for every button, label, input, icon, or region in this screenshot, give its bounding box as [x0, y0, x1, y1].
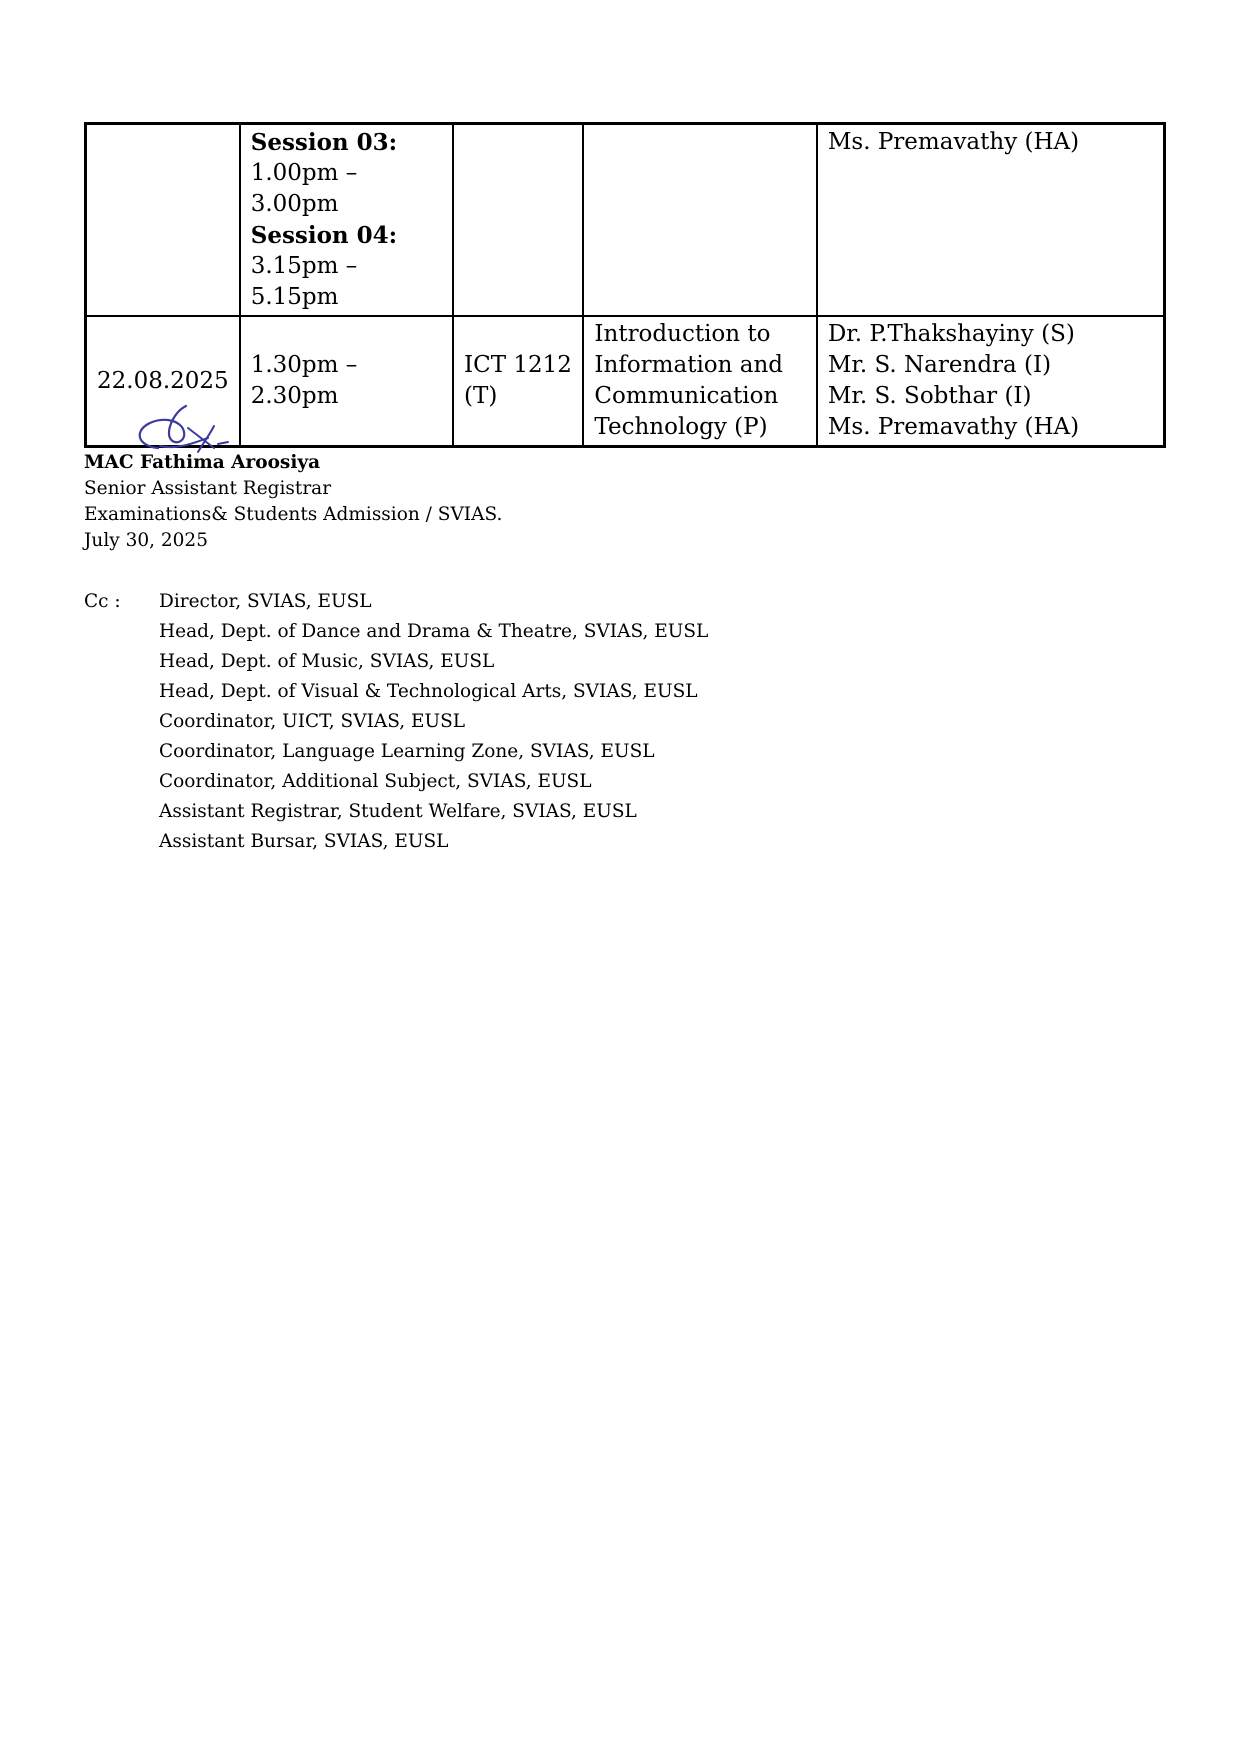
date-cell: 22.08.2025	[86, 316, 240, 447]
signatory-name: MAC Fathima Aroosiya	[84, 452, 321, 473]
cc-recipient: Coordinator, Language Learning Zone, SVIAS, EUSL	[159, 741, 655, 762]
cc-recipient: Head, Dept. of Visual & Technological Arts, SVIAS, EUSL	[159, 681, 698, 702]
staff-name: Dr. P.Thakshayiny (S)	[827, 321, 1075, 347]
staff-cell	[817, 316, 1165, 447]
staff-cell	[817, 124, 1165, 317]
course-code-cell	[453, 124, 583, 317]
course-title-cell	[583, 124, 816, 317]
signatory-office: Examinations& Students Admission / SVIAS.	[84, 504, 503, 525]
signatory-title: Senior Assistant Registrar	[84, 478, 332, 499]
cc-recipient: Director, SVIAS, EUSL	[159, 591, 372, 612]
session-label: Session 03:	[250, 129, 398, 156]
session-label: Session 04:	[250, 222, 398, 249]
signatory-date: July 30, 2025	[84, 530, 208, 551]
cc-recipient-list	[159, 587, 708, 857]
cc-recipient: Assistant Bursar, SVIAS, EUSL	[159, 831, 449, 852]
cc-recipient: Head, Dept. of Music, SVIAS, EUSL	[159, 651, 495, 672]
signatory-block	[84, 450, 502, 554]
cc-recipient: Coordinator, UICT, SVIAS, EUSL	[159, 711, 466, 732]
course-code-cell: ICT 1212 (T)	[453, 316, 583, 447]
session-time: 1.00pm – 3.00pm	[250, 160, 358, 217]
cc-recipient: Head, Dept. of Dance and Drama & Theatre, SVIAS, EUSL	[159, 621, 709, 642]
date-cell	[86, 124, 240, 317]
staff-name: Mr. S. Narendra (I)	[827, 352, 1052, 378]
cc-recipient: Assistant Registrar, Student Welfare, SVIAS, EUSL	[159, 801, 637, 822]
staff-name: Ms. Premavathy (HA)	[827, 129, 1080, 155]
session-time: 3.15pm – 5.15pm	[250, 253, 358, 310]
table-row	[86, 124, 1165, 317]
staff-name: Mr. S. Sobthar (I)	[827, 383, 1032, 409]
staff-name: Ms. Premavathy (HA)	[827, 414, 1080, 440]
time-cell	[240, 124, 453, 317]
cc-label: Cc :	[84, 591, 121, 612]
time-cell: 1.30pm – 2.30pm	[240, 316, 453, 447]
course-title-cell: Introduction to Information and Communication Technology (P)	[583, 316, 816, 447]
cc-recipient: Coordinator, Additional Subject, SVIAS, EUSL	[159, 771, 592, 792]
